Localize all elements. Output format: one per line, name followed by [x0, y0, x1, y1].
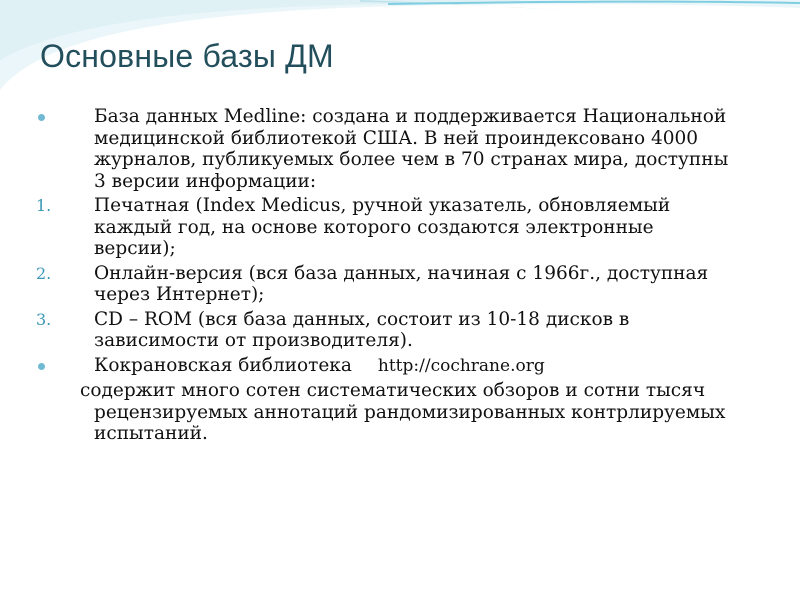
list-item [0, 106, 800, 192]
list-number: 2. [36, 263, 52, 283]
list-item-text: Печатная (Index Medicus, ручной указатель, обновляемый каждый год, на основе которого создаются электронные версии); [94, 195, 671, 259]
bullet-icon [38, 363, 45, 370]
list-item [0, 195, 800, 260]
list-item-text [94, 355, 740, 378]
list-item-text: Онлайн-версия (вся база данных, начиная с 1966г., доступная через Интернет); [94, 262, 709, 305]
library-name: Кокрановская библиотека [94, 354, 352, 376]
list-item [0, 309, 800, 352]
list-item-text: CD – ROM (вся база данных, состоит из 10-18 дисков в зависимости от производителя). [94, 308, 630, 351]
library-url: http://cochrane.org [377, 355, 545, 376]
slide-content [0, 106, 800, 445]
continuation-text: содержит много сотен систематических обзоров и сотни тысяч рецензируемых аннотаций рандомизированных контрлируемых испытаний. [80, 380, 726, 444]
list-item-text: База данных Medline: создана и поддерживается Национальной медицинской библиотекой США. В ней проиндексовано 4000 журналов, публикуемых более чем в 70 странах мира, доступны 3 версии информации: [94, 106, 729, 192]
bullet-icon [38, 114, 45, 121]
list-item [0, 355, 800, 378]
slide-title: Основные базы ДМ [40, 38, 334, 74]
list-number: 1. [36, 196, 52, 215]
list-item [0, 263, 800, 306]
list-number: 3. [36, 309, 52, 329]
